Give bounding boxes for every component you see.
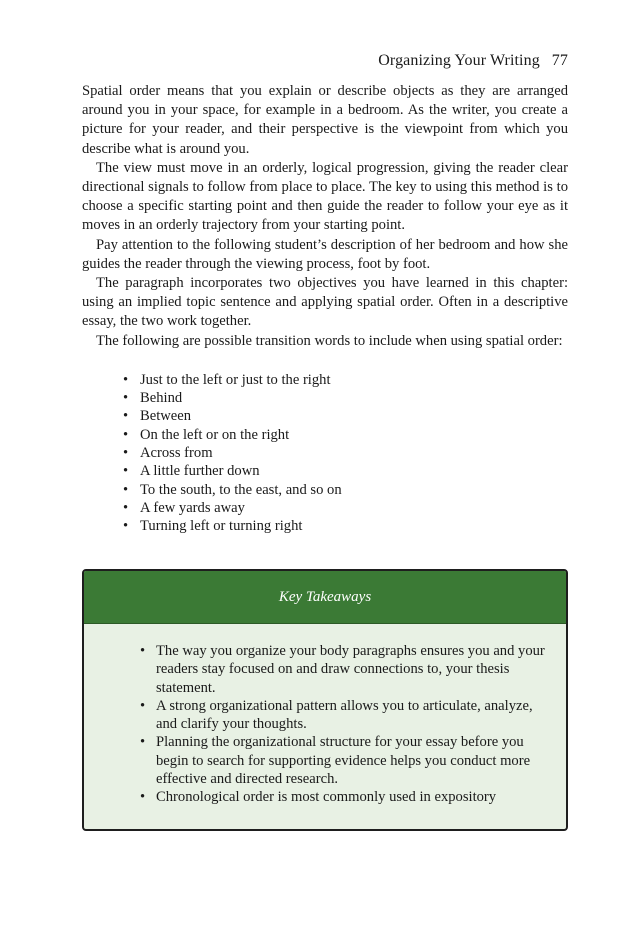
list-item: • Just to the left or just to the right — [82, 371, 568, 389]
transition-words-list — [82, 371, 568, 536]
paragraph-two-objectives: The paragraph incorporates two objectives you have learned in this chapter: using an implied topic sentence and applying spatial order. Often in a descriptive essay, the two work together. — [82, 275, 568, 330]
list-item: • A little further down — [82, 462, 568, 480]
list-item: • Across from — [82, 444, 568, 462]
key-takeaways-title: Key Takeaways — [84, 571, 566, 624]
list-item: • The way you organize your body paragraphs ensures you and your readers stay focused on and draw connections to, your thesis statement. — [84, 642, 566, 697]
list-item: • Planning the organizational structure for your essay before you begin to search for supporting evidence helps you conduct more effective and directed research. — [84, 733, 566, 788]
list-item: • Turning left or turning right — [82, 517, 568, 535]
paragraph-spatial-order-definition: Spatial order means that you explain or describe objects as they are arranged around you in your space, for example in a bedroom. As the writer, you create a picture for your reader, and their perspective is the viewpoint from which you describe what is around you. — [82, 83, 568, 157]
list-item: • A few yards away — [82, 499, 568, 517]
list-item: • To the south, to the east, and so on — [82, 481, 568, 499]
paragraph-student-description: Pay attention to the following student’s description of her bedroom and how she guides the reader through the viewing process, foot by foot. — [82, 236, 568, 272]
page-number: 77 — [551, 52, 568, 69]
paragraph-orderly-progression: The view must move in an orderly, logical progression, giving the reader clear directional signals to follow from place to place. The key to using this method is to choose a specific starting point and then guide the reader to follow your eye as it moves in an orderly trajectory from your starting point. — [82, 159, 568, 234]
list-item: • Between — [82, 407, 568, 425]
list-item: • Chronological order is most commonly used in expository — [84, 788, 566, 806]
key-takeaways-list — [84, 642, 566, 807]
running-header — [378, 52, 568, 70]
key-takeaways-box — [82, 569, 568, 831]
list-item: • On the left or on the right — [82, 426, 568, 444]
paragraph-transition-intro: The following are possible transition words to include when using spatial order: — [96, 332, 563, 349]
list-item: • A strong organizational pattern allows you to articulate, analyze, and clarify your thoughts. — [84, 697, 566, 734]
chapter-title: Organizing Your Writing — [378, 52, 540, 69]
body-text — [82, 82, 568, 536]
list-item: • Behind — [82, 389, 568, 407]
